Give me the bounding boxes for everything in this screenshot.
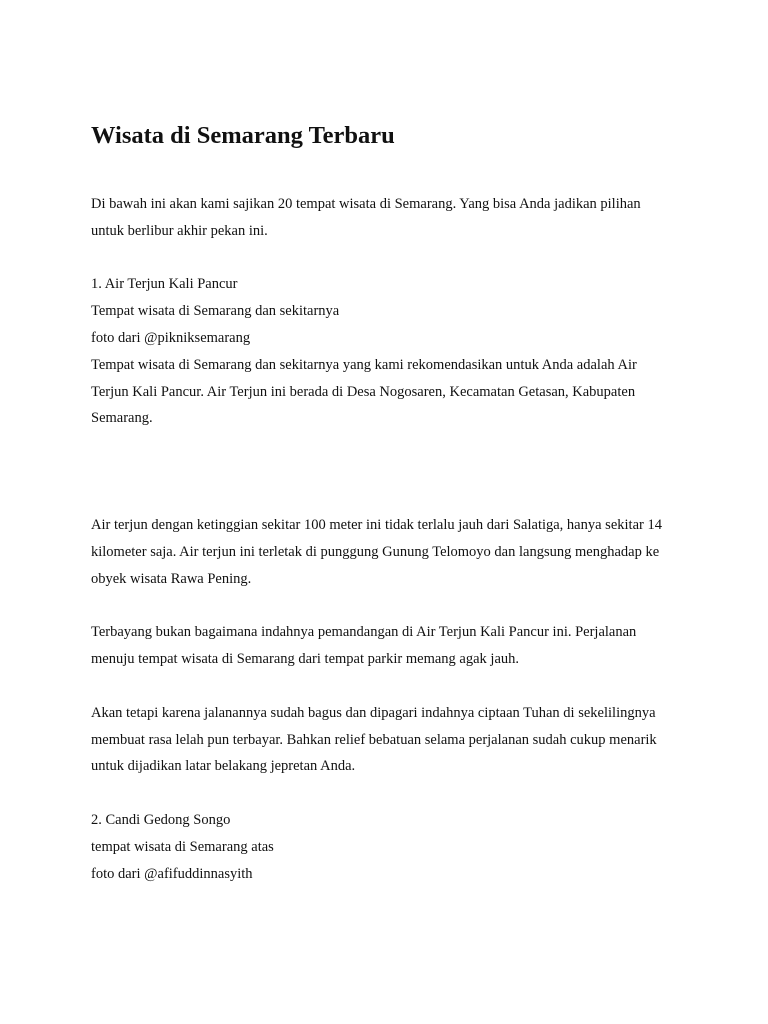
section-heading: 1. Air Terjun Kali Pancur: [91, 276, 238, 293]
text-line: Tempat wisata di Semarang dan sekitarnya yang kami rekomendasikan untuk Anda adalah Air: [91, 356, 637, 373]
section-2-heading: [91, 807, 677, 887]
section-1-paragraph-3: [91, 619, 677, 673]
text-line: obyek wisata Rawa Pening.: [91, 570, 252, 587]
text-line: Semarang.: [91, 410, 153, 427]
section-1-paragraph-4: [91, 700, 677, 780]
image-placeholder-space: [91, 432, 677, 512]
photo-credit: foto dari @afifuddinnasyith: [91, 865, 253, 882]
section-1-heading: [91, 271, 677, 351]
image-caption: Tempat wisata di Semarang dan sekitarnya: [91, 303, 340, 320]
image-caption: tempat wisata di Semarang atas: [91, 838, 274, 855]
photo-credit: foto dari @pikniksemarang: [91, 329, 251, 346]
text-line: Di bawah ini akan kami sajikan 20 tempat wisata di Semarang. Yang bisa Anda jadikan pilihan: [91, 196, 641, 212]
document-title: Wisata di Semarang Terbaru: [91, 122, 395, 149]
text-line: Terjun Kali Pancur. Air Terjun ini berada di Desa Nogosaren, Kecamatan Getasan, Kabupaten: [91, 383, 636, 400]
text-line: untuk berlibur akhir pekan ini.: [91, 222, 268, 239]
text-line: Terbayang bukan bagaimana indahnya pemandangan di Air Terjun Kali Pancur ini. Perjalanan: [91, 624, 637, 641]
text-line: Air terjun dengan ketinggian sekitar 100 meter ini tidak terlalu jauh dari Salatiga, hanya sekitar 14: [91, 517, 662, 534]
text-line: membuat rasa lelah pun terbayar. Bahkan relief bebatuan selama perjalanan sudah cukup menarik: [91, 731, 657, 748]
section-1-paragraph-2: [91, 512, 677, 592]
intro-paragraph: [91, 191, 677, 245]
text-line: kilometer saja. Air terjun ini terletak di punggung Gunung Telomoyo dan langsung menghadap ke: [91, 543, 660, 560]
text-line: Akan tetapi karena jalanannya sudah bagus dan dipagari indahnya ciptaan Tuhan di sekelilingnya: [91, 704, 656, 721]
text-line: menuju tempat wisata di Semarang dari tempat parkir memang agak jauh.: [91, 651, 520, 668]
text-line: untuk dijadikan latar belakang jepretan Anda.: [91, 758, 356, 775]
section-heading: 2. Candi Gedong Songo: [91, 811, 231, 828]
section-1-body: [91, 352, 677, 432]
